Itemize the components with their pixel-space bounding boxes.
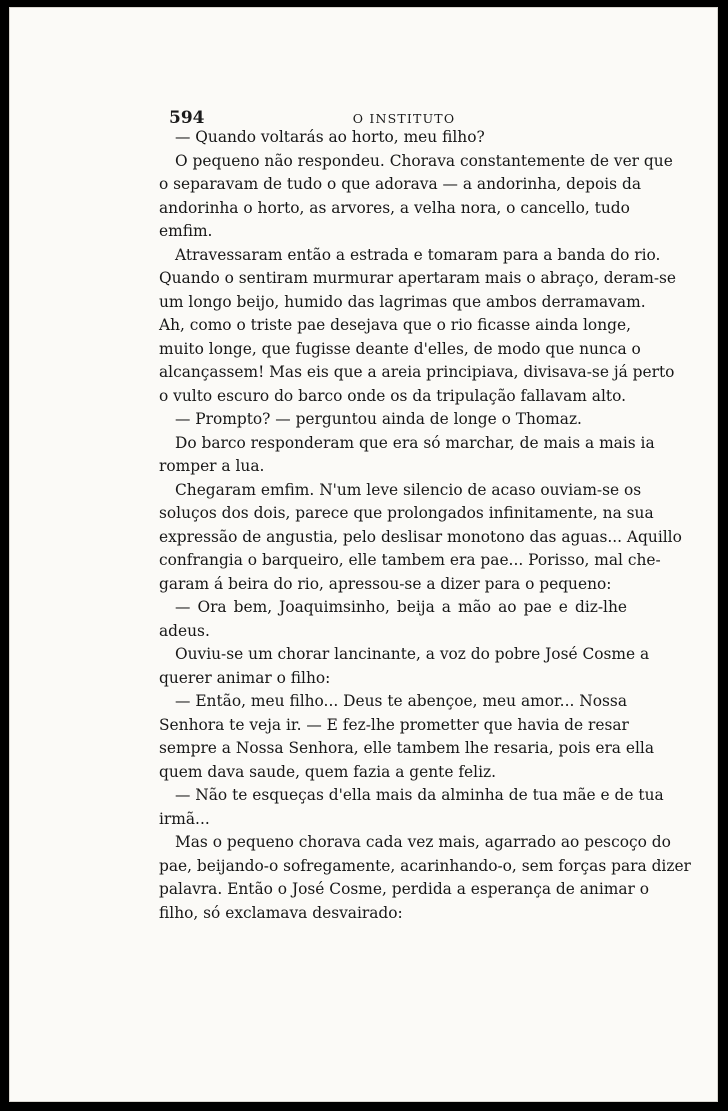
text-line: Atravessaram então a estrada e tomaram para a banda do rio. [175,245,661,264]
text-line: filho, só exclamava desvairado: [159,903,403,922]
paragraph [159,479,682,597]
paragraph [159,596,627,643]
text-line: emfim. [159,222,213,240]
text-line: Senhora te veja ir. — E fez-lhe prometter que havia de resar [159,715,629,734]
text-line: — Ora bem, Joaquimsinho, beija a mão ao pae e diz-lhe [175,598,627,616]
text-line: pae, beijando-o sofregamente, acarinhando-o, sem forças para dizer [159,856,691,875]
running-title: O INSTITUTO [352,111,456,126]
text-line: andorinha o horto, as arvores, a velha nora, o cancello, tudo [159,198,630,217]
paragraph [159,150,673,244]
text-line: sempre a Nossa Senhora, elle tambem lhe resaria, pois era ella [159,739,654,757]
text-line: o vulto escuro do barco onde os da tripulação fallavam alto. [159,386,626,405]
text-line: O pequeno não respondeu. Chorava constantemente de ver que [175,151,673,170]
text-line: quem dava saude, quem fazia a gente feliz. [159,762,496,781]
text-line: palavra. Então o José Cosme, perdida a esperança de animar o [159,880,650,898]
text-line: — Então, meu filho... Deus te abençoe, meu amor... Nossa [175,692,627,710]
text-line: — Prompto? — perguntou ainda de longe o Thomaz. [175,410,582,428]
paragraph [159,126,627,150]
text-line: soluços dos dois, parece que prolongados infinitamente, na sua [159,504,654,522]
text-line: — Não te esqueças d'ella mais da alminha de tua mãe e de tua [175,786,664,804]
text-line: muito longe, que fugisse deante d'elles, de modo que nunca o [159,339,641,358]
paragraph [159,643,650,690]
text-line: garam á beira do rio, apressou-se a dizer para o pequeno: [159,574,612,593]
paragraph [159,244,677,409]
text-line: adeus. [159,621,210,640]
page-number: 594 [169,108,205,128]
body-text [159,126,691,925]
paragraph [159,408,627,432]
text-line: Ouviu-se um chorar lancinante, a voz do pobre José Cosme a [175,645,650,663]
paragraph [159,432,655,479]
text-line: querer animar o filho: [159,668,331,687]
paragraph [159,690,654,784]
text-line: um longo beijo, humido das lagrimas que ambos derramavam. [159,292,646,311]
text-line: romper a lua. [159,457,265,475]
text-line: Mas o pequeno chorava cada vez mais, agarrado ao pescoço do [175,833,671,851]
paragraph [159,831,691,925]
text-line: Ah, como o triste pae desejava que o rio ficasse ainda longe, [159,316,631,334]
text-line: confrangia o barqueiro, elle tambem era pae... Porisso, mal che- [159,551,661,569]
text-line: Chegaram emfim. N'um leve silencio de acaso ouviam-se os [175,480,642,499]
paragraph [159,784,664,831]
text-line: expressão de angustia, pelo deslisar monotono das aguas... Aquillo [159,527,682,546]
text-line: Do barco responderam que era só marchar, de mais a mais ia [175,433,655,452]
text-line: — Quando voltarás ao horto, meu filho? [175,128,485,146]
text-line: Quando o sentiram murmurar apertaram mais o abraço, deram-se [159,269,677,287]
text-line: o separavam de tudo o que adorava — a andorinha, depois da [159,175,641,193]
text-line: irmã... [159,809,210,828]
text-line: alcançassem! Mas eis que a areia principiava, divisava-se já perto [159,363,675,381]
